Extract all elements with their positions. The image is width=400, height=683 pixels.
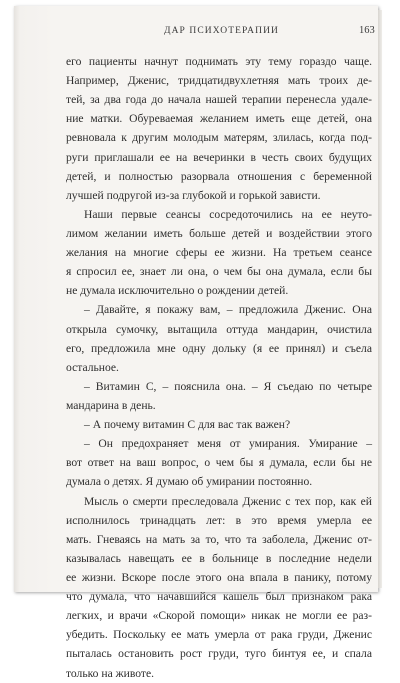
text-line: его пациенты начнут поднимать эту тему гораздо чаще. [66, 55, 372, 68]
text-line: мать. Гневаясь на мать за то, что та заболела, Дженис от- [66, 532, 372, 546]
text-line: исполнилось тринадцать лет: в это время умерла ее [66, 513, 372, 527]
book-page [14, 6, 378, 680]
text-line: – Давайте, я покажу вам, – предложила Дженис. Она [84, 303, 372, 317]
text-line: мандарина в день. [66, 398, 156, 412]
body-text [66, 52, 372, 683]
text-line: руги приглашали ее на вечеринки в честь своих будущих [66, 150, 372, 164]
text-line: что думала, что начавшийся кашель был признаком рака [66, 590, 372, 604]
text-line: убедить. Поскольку ее мать умерла от рака груди, Дженис [66, 628, 372, 642]
text-line: Наши первые сеансы сосредоточились на ее неуто- [84, 207, 372, 221]
text-line: не думала исключительно о рождении детей. [66, 284, 289, 298]
text-line: ее жизни. Вскоре после этого она впала в панику, потому [66, 570, 372, 584]
text-line: легких, и врачи «Скорой помощи» никак не могли ее раз- [66, 609, 372, 623]
text-line: лучшей подругой из-за глубокой и горькой зависти. [66, 188, 321, 202]
text-line: казывалась навещать ее в больнице в последние недели [66, 551, 372, 565]
page-number: 163 [359, 25, 375, 36]
text-line: его, предложила мне одну дольку (я ее принял) и съела [66, 341, 372, 355]
text-line: Например, Дженис, тридцатидвухлетняя мать троих де- [66, 74, 372, 88]
text-line: вот ответ на ваш вопрос, о чем бы я думала, если бы не [66, 456, 372, 470]
text-line: – Он предохраняет меня от умирания. Умирание – [84, 437, 372, 451]
text-line: остальное. [66, 360, 119, 374]
text-line: лимом желании иметь больше детей и воздействии этого [66, 226, 372, 240]
running-head: ДАР ПСИХОТЕРАПИИ [164, 26, 280, 36]
text-line: тей, за два года до начала нашей терапии перенесла удале- [66, 93, 372, 107]
text-line: детей, и полностью разорвала отношения с беременной [66, 169, 372, 183]
page-edge [378, 10, 382, 588]
text-line: только на животе. [66, 666, 154, 680]
text-line: ние матки. Обуреваемая желанием иметь еще детей, она [66, 112, 372, 126]
text-line: открыла сумочку, вытащила оттуда мандарин, очистила [66, 322, 372, 336]
text-line: – А почему витамин С для вас так важен? [84, 418, 291, 432]
text-line: думала о детях. Я думаю об умирании постоянно. [66, 475, 313, 489]
text-line: Мысль о смерти преследовала Дженис с тех пор, как ей [84, 494, 372, 508]
text-line: – Витамин С, – пояснила она. – Я съедаю по четыре [84, 379, 372, 393]
text-line: я спросил ее, знает ли она, о чем бы она думала, если бы [66, 265, 372, 279]
text-line: ревновала к другим молодым матерям, злилась, когда под- [66, 131, 372, 145]
text-line: пыталась остановить рост груди, туго бинтуя ее, и спала [66, 647, 372, 661]
text-line: желания на многие сферы ее жизни. На третьем сеансе [66, 246, 372, 260]
